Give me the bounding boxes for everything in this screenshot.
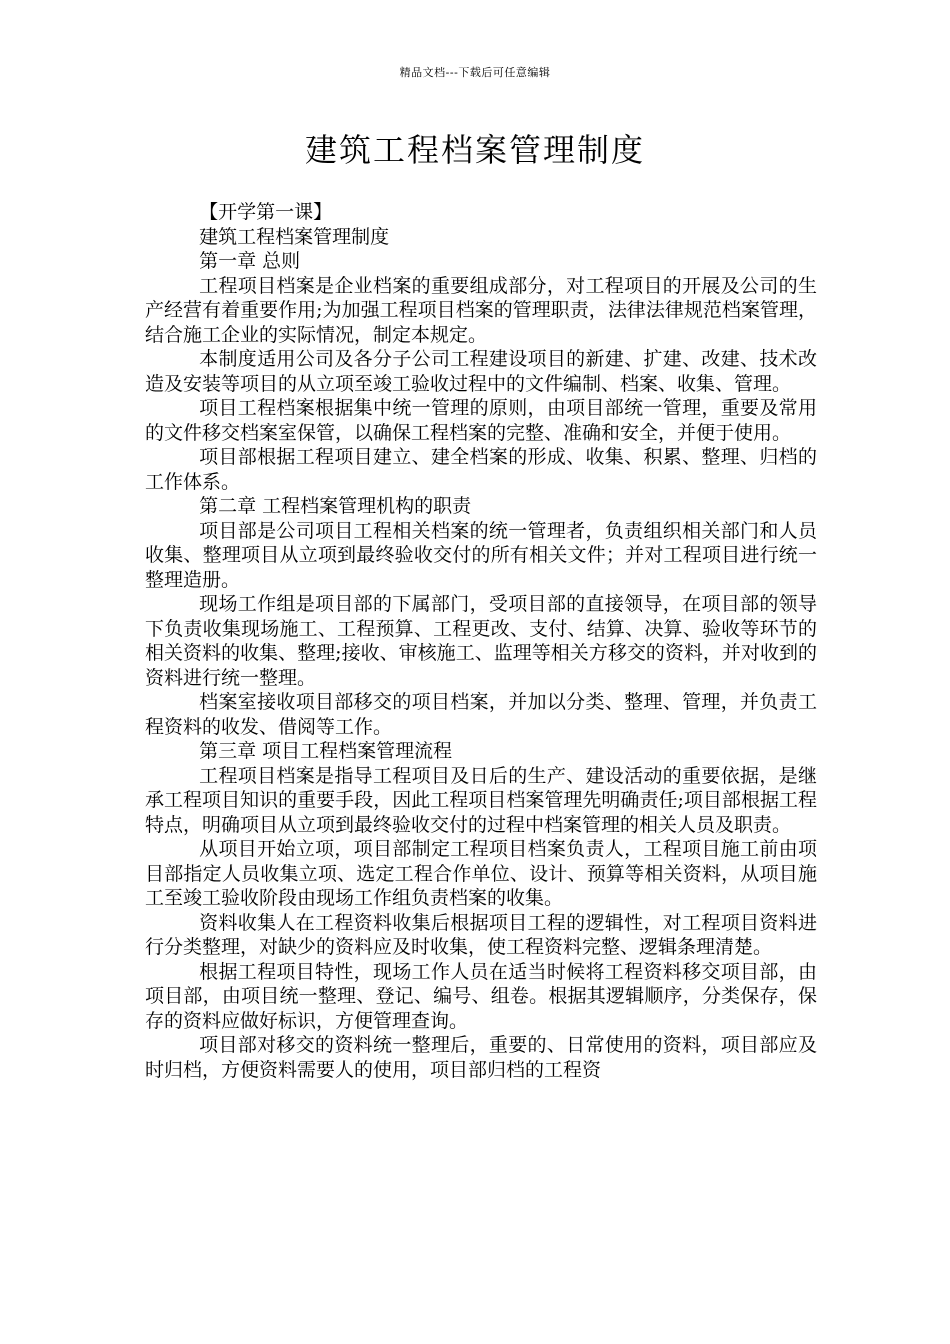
chapter-heading-1: 第一章 总则 (199, 250, 301, 272)
document-body (145, 200, 817, 1082)
paragraph: 项目工程档案根据集中统一管理的原则，由项目部统一管理，重要及常用的文件移交档案室保管，以确保工程档案的完整、准确和安全，并便于使用。 (145, 397, 817, 444)
paragraph: 工程项目档案是指导工程项目及日后的生产、建设活动的重要依据，是继承工程项目知识的重要手段，因此工程项目档案管理先明确责任;项目部根据工程特点，明确项目从立项到最终验收交付的过程中档案管理的相关人员及职责。 (145, 764, 817, 836)
chapter-heading-2: 第二章 工程档案管理机构的职责 (199, 495, 472, 517)
paragraph: 本制度适用公司及各分子公司工程建设项目的新建、扩建、改建、技术改造及安装等项目的从立项至竣工验收过程中的文件编制、档案、收集、管理。 (145, 348, 817, 395)
header-note: 精品文档---下载后可任意编辑 (399, 66, 551, 79)
paragraph: 档案室接收项目部移交的项目档案，并加以分类、整理、管理，并负责工程资料的收发、借阅等工作。 (145, 691, 817, 738)
paragraph: 项目部是公司项目工程相关档案的统一管理者，负责组织相关部门和人员收集、整理项目从立项到最终验收交付的所有相关文件；并对工程项目进行统一整理造册。 (145, 519, 817, 591)
paragraph: 项目部对移交的资料统一整理后，重要的、日常使用的资料，项目部应及时归档，方便资料需要人的使用，项目部归档的工程资 (145, 1034, 817, 1081)
paragraph: 根据工程项目特性，现场工作人员在适当时候将工程资料移交项目部，由项目部，由项目统一整理、登记、编号、组卷。根据其逻辑顺序，分类保存，保存的资料应做好标识，方便管理查询。 (145, 960, 817, 1032)
paragraph: 现场工作组是项目部的下属部门，受项目部的直接领导，在项目部的领导下负责收集现场施工、工程预算、工程更改、支付、结算、决算、验收等环节的相关资料的收集、整理;接收、审核施工、监理等相关方移交的资料，并对收到的资料进行统一整理。 (145, 593, 817, 689)
paragraph-heading-lesson: 【开学第一课】 (199, 201, 333, 223)
chapter-heading-3: 第三章 项目工程档案管理流程 (199, 740, 453, 762)
paragraph: 资料收集人在工程资料收集后根据项目工程的逻辑性，对工程项目资料进行分类整理，对缺少的资料应及时收集，使工程资料完整、逻辑条理清楚。 (145, 911, 817, 958)
paragraph: 工程项目档案是企业档案的重要组成部分，对工程项目的开展及公司的生产经营有着重要作用;为加强工程项目档案的管理职责，法律法律规范档案管理，结合施工企业的实际情况，制定本规定。 (145, 274, 817, 346)
paragraph: 从项目开始立项，项目部制定工程项目档案负责人，工程项目施工前由项目部指定人员收集立项、选定工程合作单位、设计、预算等相关资料，从项目施工至竣工验收阶段由现场工作组负责档案的收集。 (145, 838, 817, 909)
paragraph-subtitle: 建筑工程档案管理制度 (199, 225, 390, 248)
paragraph: 项目部根据工程项目建立、建全档案的形成、收集、积累、整理、归档的工作体系。 (145, 446, 817, 493)
document-title: 建筑工程档案管理制度 (304, 131, 645, 169)
